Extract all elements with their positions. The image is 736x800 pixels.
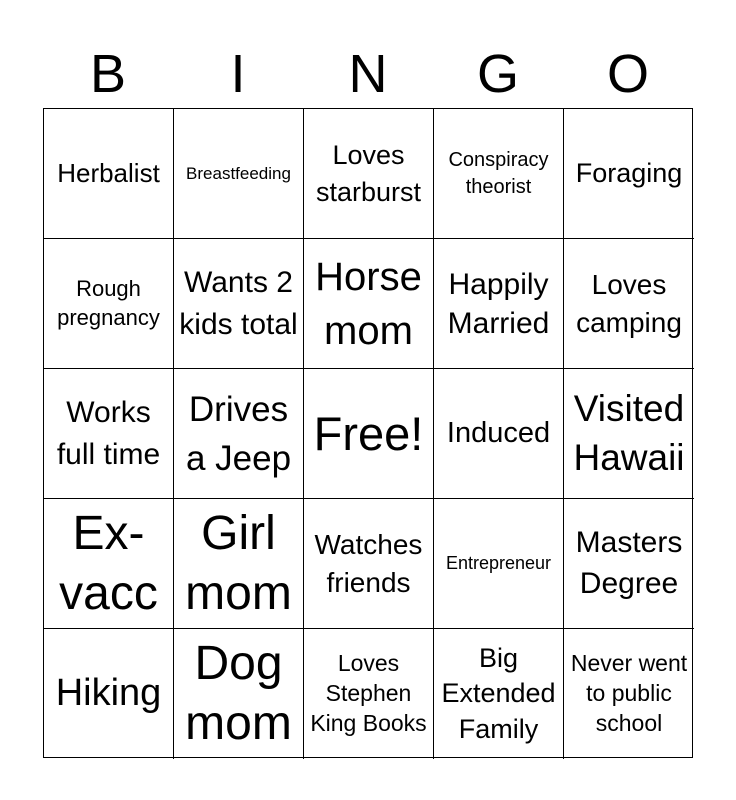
bingo-cell[interactable]: [304, 109, 434, 239]
cell-label: Visited Hawaii: [573, 388, 685, 478]
bingo-cell[interactable]: [174, 109, 304, 239]
cell-label: Loves Stephen King Books: [310, 650, 427, 736]
bingo-cell[interactable]: [434, 499, 564, 629]
cell-label: Induced: [446, 416, 551, 449]
bingo-cell[interactable]: [174, 629, 304, 759]
bingo-cell[interactable]: [44, 239, 174, 369]
cell-label: Drives a Jeep: [185, 389, 292, 478]
header-letter-i: I: [230, 44, 246, 104]
header-letter-g: G: [476, 44, 519, 104]
cell-label: Entrepreneur: [445, 553, 552, 574]
cell-label: Foraging: [575, 157, 683, 188]
bingo-cell[interactable]: [434, 369, 564, 499]
bingo-cell[interactable]: [44, 499, 174, 629]
cell-label: Never went to public school: [570, 650, 688, 736]
cell-label: Dog mom: [185, 637, 292, 750]
bingo-cell[interactable]: [174, 369, 304, 499]
bingo-cell[interactable]: [44, 369, 174, 499]
header-letter-o: O: [606, 44, 649, 104]
free-space-label: Free!: [313, 406, 424, 460]
header-letter-b: B: [89, 44, 127, 104]
bingo-cell[interactable]: [174, 499, 304, 629]
bingo-board: [43, 108, 693, 758]
cell-label: Horse mom: [315, 254, 422, 353]
cell-label: Watches friends: [314, 528, 423, 598]
cell-label: Wants 2 kids total: [179, 265, 298, 341]
bingo-cell[interactable]: [434, 629, 564, 759]
bingo-cell[interactable]: [434, 109, 564, 239]
cell-label: Breastfeeding: [186, 163, 291, 183]
cell-label: Hiking: [55, 672, 162, 715]
bingo-cell[interactable]: [564, 369, 694, 499]
bingo-cell[interactable]: [304, 499, 434, 629]
cell-label: Loves starburst: [315, 140, 422, 207]
bingo-cell[interactable]: [174, 239, 304, 369]
cell-label: Big Extended Family: [441, 643, 556, 744]
bingo-cell[interactable]: [564, 499, 694, 629]
bingo-cell[interactable]: [304, 369, 434, 499]
cell-label: Girl mom: [185, 506, 292, 620]
header-letter-n: N: [348, 44, 388, 104]
bingo-cell[interactable]: [564, 239, 694, 369]
cell-label: Rough pregnancy: [57, 275, 160, 330]
bingo-cell[interactable]: [44, 109, 174, 239]
bingo-cell[interactable]: [564, 109, 694, 239]
bingo-cell[interactable]: [44, 629, 174, 759]
bingo-cell[interactable]: [434, 239, 564, 369]
cell-label: Conspiracy theorist: [448, 148, 549, 198]
bingo-cell[interactable]: [304, 629, 434, 759]
cell-label: Herbalist: [57, 157, 160, 188]
cell-label: Ex-vacc: [59, 506, 158, 620]
cell-label: Works full time: [56, 395, 161, 471]
cell-label: Happily Married: [447, 267, 550, 340]
bingo-cell[interactable]: [564, 629, 694, 759]
bingo-cell[interactable]: [304, 239, 434, 369]
cell-label: Masters Degree: [575, 526, 683, 600]
cell-label: Loves camping: [576, 268, 682, 338]
bingo-header: [43, 40, 693, 108]
